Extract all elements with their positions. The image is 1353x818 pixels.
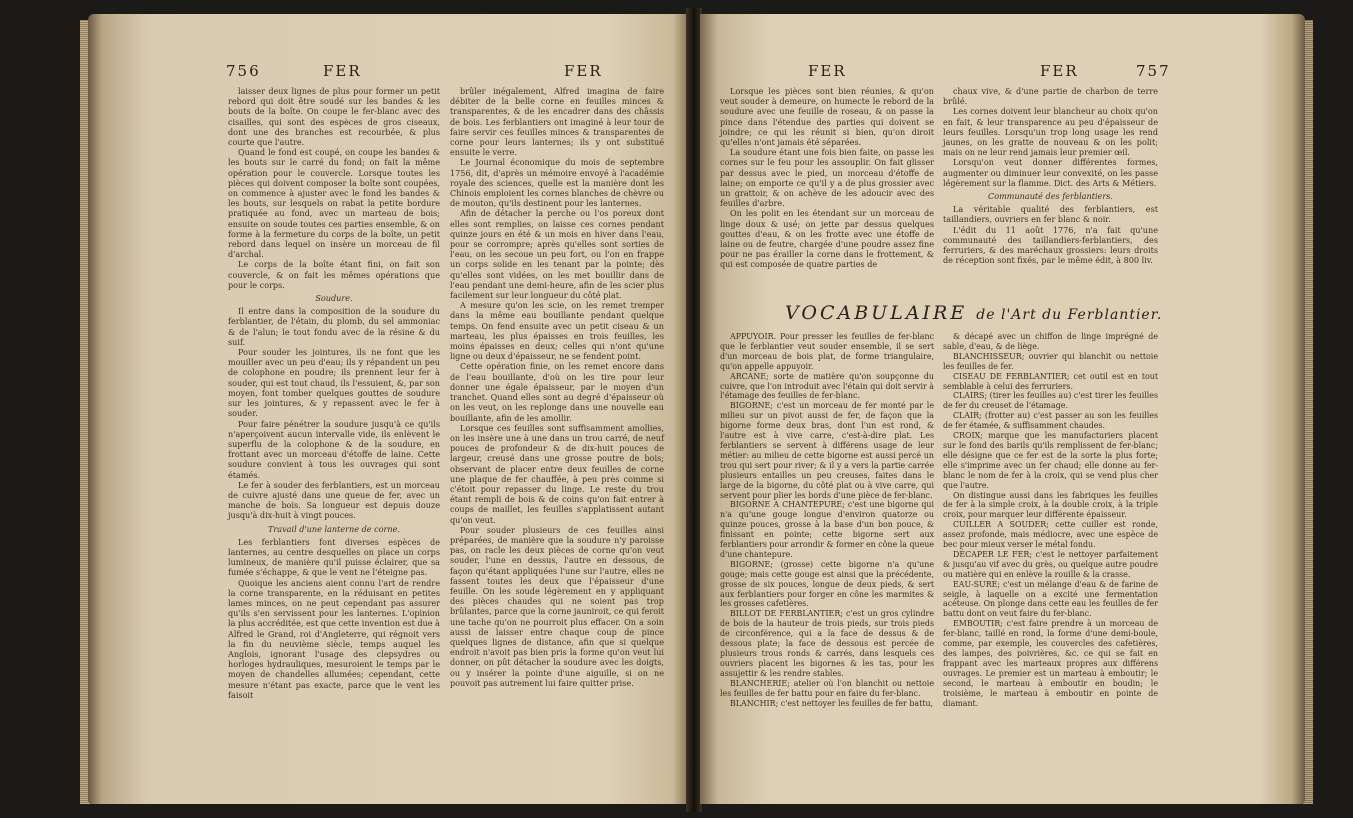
paragraph: Lorsqu'on veut donner différentes formes, augmenter ou diminuer leur convexité, on les passe légèrement sur la flamme. Dict. des Arts & Métiers. bbox=[943, 157, 1158, 188]
left-page bbox=[88, 14, 688, 804]
vocab-entry: EAU-SURE; c'est un mélange d'eau & de farine de seigle, à laquelle on a excité une fermentation acéteuse. On plonge dans cette eau les feuilles de fer battu dont on veut faire du fer-blanc. bbox=[943, 579, 1158, 619]
vocab-entry: On distingue aussi dans les fabriques les feuilles de fer à la simple croix, à la double croix, à la triple croix, pour marquer leur différente épaisseur. bbox=[943, 490, 1158, 520]
paragraph: L'édit du 11 août 1776, n'a fait qu'une communauté des taillandiers-ferblantiers, des ferruriers, & des maréchaux grossiers: leurs droits de réception sont fixés, par le même édit, à 800 liv. bbox=[943, 224, 1158, 266]
paragraph: Pour faire pénétrer la soudure jusqu'à ce qu'ils n'aperçoivent aucun intervalle vide, ils enlèvent le superflu de la colophone & de la soudure, en frottant avec un morceau d'étoffe de laine. Cette soudure convient à tous les ouvrages qui sont étamés. bbox=[228, 418, 440, 480]
vocab-entry: BIGORNE A CHANTEPURE; c'est une bigorne qui n'a qu'une gouge longue d'environ quatorze ou quinze pouces, grosse à la base d'un bon pouce, & finissant en pointe; cette bigorne sert aux ferblantiers pour arrondir & former en cône la queue d'une chantepure. bbox=[720, 500, 934, 559]
right-header-1: FER bbox=[808, 62, 847, 80]
right-column-1 bbox=[720, 86, 934, 270]
paragraph: laisser deux lignes de plus pour former un petit rebord qui doit être soudé sur les bandes & les bouts de la boîte. On coupe le fer-blanc avec des cisailles, qui sont des espèces de gros ciseaux, dont une des branches est recourbée, & plus courte que l'autre. bbox=[228, 86, 440, 148]
vocab-entry: EMBOUTIR; c'est faire prendre à un morceau de fer-blanc, taillé en rond, la forme d'une demi-boule, comme, par exemple, les couvercles des cafetières, des lampes, des poivrières, &c. ce qui se fait en frappant avec les marteaux propres aux différens ouvrages. Le premier est un marteau à emboutir; le second, le marteau à emboutir en boudin; le troisième, le marteau à emboutir en pointe de diamant. bbox=[943, 619, 1158, 708]
vocab-entry: APPUYOIR. Pour presser les feuilles de fer-blanc que le ferblantier veut souder ensemble, il se sert d'un morceau de bois plat, de forme triangulaire, qu'on appelle appuyoir. bbox=[720, 332, 934, 371]
vocab-entry: BIGORNE; c'est un morceau de fer monté par le milieu sur un pivot aussi de fer, de façon que la bigorne forme deux bras, dont l'un est rond, & l'autre est à vive carre, c'est-à-dire plat. Les ferblantiers se servent à différens usage de leur métier: au milieu de cette bigorne est aussi percé un trou qui sert pour river; & il y a vers la partie carrée plusieurs entailles un peu creuses, faites dans le large de la bigorne, du côté plat ou à vive carre, qui servent pour plier les bords d'une pièce de fer-blanc. bbox=[720, 401, 934, 500]
paragraph: On les polit en les étendant sur un morceau de linge doux & usé; on jette par dessus quelques gouttes d'eau, & on les frotte avec une étoffe de laine ou de feutre, chargée d'une poudre assez fine pour ne pas érailler la corne dans le frottement, & qui est composée de quatre parties de bbox=[720, 208, 934, 270]
right-header-2: FER bbox=[1040, 62, 1079, 80]
paragraph: brûler inégalement, Alfred imagina de faire débiter de la belle corne en feuilles minces & transparentes, & de les encadrer dans des châssis de bois. Les ferblantiers ont imaginé à leur tour de faire servir ces feuilles minces & transparentes de corne pour leurs lanternes; ils y ont substitué ensuite le verre. bbox=[450, 86, 664, 158]
paragraph: Quand le fond est coupé, on coupe les bandes & les bouts sur le carré du fond; on fait la même opération pour le couvercle. Lorsque toutes les pièces qui doivent composer la boîte sont coupées, on commence à ajuster avec le fond les bandes & les bouts, sur lesquels on rabat la petite bordure pratiquée au fond, avec un marteau de bois; ensuite on soude toutes ces parties ensemble, & on forme à la fermeture du corps de la boîte, un petit rebord dans lequel on insère un morceau de fil d'archal. bbox=[228, 147, 440, 260]
paragraph: Afin de détacher la perche ou l'os poreux dont elles sont remplies, on laisse ces cornes pendant quinze jours en été & un mois en hiver dans l'eau, pour se corrompre; après qu'elles sont sorties de l'eau, on les secoue un peu fort, ou l'on en frappe un corps solide en les tenant par la pointe; dès qu'elles sont vidées, on les met bouillir dans de l'eau pendant une demi-heure, afin de les scier plus facilement sur leur longueur du côté plat. bbox=[450, 208, 664, 301]
paragraph: Lorsque ces feuilles sont suffisamment amollies, on les insère une à une dans un trou carré, de neuf pouces de profondeur & de dix-huit pouces de largeur, creusé dans une grosse poutre de bois; observant de placer entre deux feuilles de corne une plaque de fer chauffée, à peu près comme si c'étoit pour repasser du linge. Le reste du trou étant rempli de bois & de coins qu'on fait entrer à coups de maillet, les feuilles s'applatissent autant qu'on veut. bbox=[450, 422, 664, 525]
vocabulary-subtitle: de l'Art du Ferblantier. bbox=[976, 307, 1163, 323]
right-page-number: 757 bbox=[1136, 62, 1171, 80]
section-heading: Soudure. bbox=[315, 293, 353, 304]
vocab-entry: BLANCHIR; c'est nettoyer les feuilles de fer battu, bbox=[730, 698, 934, 708]
paragraph: Cette opération finie, on les remet encore dans de l'eau bouillante, d'où on les tire pour leur donner une égale épaisseur, par le moyen d'un tranchet. Quand elles sont au degré d'épaisseur où on les veut, on les replonge dans une nouvelle eau bouillante, afin de les amollir. bbox=[450, 361, 664, 423]
right-column-2 bbox=[943, 86, 1158, 265]
vocab-column-2 bbox=[943, 332, 1158, 708]
paragraph: Pour souder plusieurs de ces feuilles ainsi préparées, de manière que la soudure n'y paroisse pas, on racle les deux pièces de corne qu'on veut souder, l'une en dessus, l'autre en dessous, de façon qu'étant appliquées l'une sur l'autre, elles ne fassent toutes les deux que l'épaisseur d'une feuille. On les soude légèrement en y appliquant des pièces chaudes qui ne soient pas trop brûlantes, parce que la corne jauniroit, ce qui feroit une tache qu'on ne pourroit plus effacer. On a soin aussi de laisser entre chaque coup de pince quelques lignes de distance, afin que si quelque endroit n'avoit pas bien pris la forme qu'on veut lui donner, on pût détacher la soudure avec les doigts, ou y insérer la pointe d'une aiguille, si on ne pouvoit pas autrement lui faire quitter prise. bbox=[450, 524, 664, 688]
vocab-entry: CLAIRS; (tirer les feuilles au) c'est tirer les feuilles de fer du creuset de l'étamage. bbox=[943, 391, 1158, 411]
paragraph: A mesure qu'on les scie, on les remet tremper dans la même eau bouillante pendant quelque temps. On fend ensuite avec un petit ciseau & un marteau, les plus épaisses en trois feuilles, les moins épaisses en deux; celles qui n'ont qu'une ligne ou deux d'épaisseur, ne se fendent point. bbox=[450, 300, 664, 362]
open-book bbox=[88, 14, 1313, 814]
vocab-entry: BLANCHISSEUR; ouvrier qui blanchit ou nettoie les feuilles de fer. bbox=[943, 351, 1158, 371]
vocab-entry: BIGORNE; (grosse) cette bigorne n'a qu'une gouge; mais cette gouge est ainsi que la précédente, grosse de six pouces, longue de deux pieds, & sert aux ferblantiers pour forger en cône les marmites & les grosses cafetières. bbox=[720, 559, 934, 609]
right-page bbox=[700, 14, 1305, 804]
paragraph: Le fer à souder des ferblantiers, est un morceau de cuivre ajusté dans une queue de fer, avec un manche de bois. Sa longueur est depuis douze jusqu'à dix-huit à vingt pouces. bbox=[228, 479, 440, 521]
left-header-1: FER bbox=[323, 62, 362, 80]
vocab-entry: ARCANE; sorte de matière qu'on soupçonne du cuivre, que l'on introduit avec l'étain qui doit servir à l'étamage des feuilles de fer-blanc. bbox=[720, 371, 934, 401]
vocab-entry: CROIX; marque que les manufacturiers placent sur le fond des barils qu'ils remplissent de fer-blanc; elle désigne que ce fer est de la sorte la plus forte; elle s'imprime avec un fer chaud; elle donne au fer-blanc le nom de fer à la croix, qui se vend plus cher que l'autre. bbox=[943, 431, 1158, 490]
left-header-2: FER bbox=[564, 62, 603, 80]
vocab-entry: CUILLER A SOUDER; cette cuiller est ronde, assez profonde, mais médiocre, avec une espèce de bec pour mieux verser le métal fondu. bbox=[943, 520, 1158, 550]
vocab-entry: & décapé avec un chiffon de linge imprégné de sable, d'eau, & de liège. bbox=[943, 332, 1158, 351]
paragraph: Quoique les anciens aient connu l'art de rendre la corne transparente, en la réduisant en petites lames minces, on ne peut cependant pas assurer qu'ils s'en servissent pour les lanternes. L'opinion la plus accréditée, est que cette invention est due à Alfred le Grand, roi d'Angleterre, qui régnoit vers la fin du neuvième siècle, temps auquel les Anglois, ignorant l'usage des clepsydres ou horloges hydrauliques, mesuroient le temps par le moyen de chandelles allumées; cependant, cette mesure n'étant pas exacte, parce que le vent les faisoit bbox=[228, 577, 440, 700]
paragraph: Le Journal économique du mois de septembre 1756, dit, d'après un mémoire envoyé à l'académie royale des sciences, quelle est la manière dont les Chinois emploient les cornes blanches de chèvre ou de mouton, qu'ils destinent pour les lanternes. bbox=[450, 157, 664, 209]
left-page-number: 756 bbox=[226, 62, 261, 80]
paragraph: Lorsque les pièces sont bien réunies, & qu'on veut souder à demeure, on humecte le rebord de la soudure avec une feuille de roseau, & on passe la pince dans l'étendue des parties qui doivent se joindre; ce qui les réunit si bien, qu'on diroit qu'elles n'ont jamais été séparées. bbox=[720, 86, 934, 148]
paragraph: La véritable qualité des ferblantiers, est taillandiers, ouvriers en fer blanc & noir. bbox=[943, 204, 1158, 225]
paragraph: Il entre dans la composition de la soudure du ferblantier, de l'étain, du plomb, du sel ammoniac & de l'alun; le tout fondu avec de la résine & du suif. bbox=[228, 306, 440, 347]
paragraph: Le corps de la boîte étant fini, on fait son couvercle, & on fait les mêmes opérations que pour le corps. bbox=[228, 259, 440, 290]
section-heading: Travail d'une lanterne de corne. bbox=[268, 523, 400, 534]
vocab-entry: CISEAU DE FERBLANTIER; cet outil est en tout semblable à celui des ferruriers. bbox=[943, 371, 1158, 391]
vocab-entry: BLANCHERIE; atelier où l'on blanchit ou nettoie les feuilles de fer battu pour en faire du fer-blanc. bbox=[720, 678, 934, 698]
vocab-column-1 bbox=[720, 332, 934, 708]
left-column-1 bbox=[228, 86, 440, 700]
paragraph: Les ferblantiers font diverses espèces de lanternes, au centre desquelles on place un corps lumineux, de manière qu'il puisse éclairer, que sa fumée s'échappe, & que le vent ne l'éteigne pas. bbox=[228, 536, 440, 578]
section-heading: Communauté des ferblantiers. bbox=[988, 191, 1113, 202]
left-column-2 bbox=[450, 86, 664, 688]
vocab-entry: BILLOT DE FERBLANTIER; c'est un gros cylindre de bois de la hauteur de trois pieds, sur trois pieds de circonférence, qui a la face de dessus & de dessous plate; la face de dessous est percée de plusieurs trous ronds & carrés, dans lesquels ces ouvriers placent les bigornes & les tas, pour les assujettir & les rendre stables. bbox=[720, 609, 934, 678]
vocab-entry: CLAIR; (frotter au) c'est passer au son les feuilles de fer étamée, & suffisamment chaudes. bbox=[943, 411, 1158, 431]
paragraph: Pour souder les jointures, ils ne font que les mouiller avec un peu d'eau; ils y répandent un peu de colophone en poudre; ils prennent leur fer à souder, qui est tout chaud, ils l'essuient, &, par son moyen, font tomber quelques gouttes de soudure sur les jointures, & y repassent avec le fer à souder. bbox=[228, 347, 440, 419]
vocabulary-heading bbox=[785, 302, 1162, 324]
paragraph: Les cornes doivent leur blancheur au choix qu'on en fait, & leur transparence au peu d'épaisseur de leurs feuilles. Lorsqu'un trop long usage les rend jaunes, on les gratte de nouveau & on les polit; mais on ne leur rend jamais leur premier œil. bbox=[943, 106, 1158, 158]
paragraph: chaux vive, & d'une partie de charbon de terre brûlé. bbox=[943, 86, 1158, 107]
paragraph: La soudure étant une fois bien faite, on passe les cornes sur le feu pour les assouplir. On fait glisser par dessus avec le pied, un morceau d'étoffe de laine; on emporte ce qu'il y a de plus grossier avec un grattoir, & on achève de les adoucir avec des feuilles d'arbre. bbox=[720, 147, 934, 209]
vocabulary-title: VOCABULAIRE bbox=[785, 302, 968, 324]
vocab-entry: DÉCAPER LE FER; c'est le nettoyer parfaitement & jusqu'au vif avec du grès, ou quelque autre poudre ou matière qui en enlève la rouille & la crasse. bbox=[943, 549, 1158, 579]
